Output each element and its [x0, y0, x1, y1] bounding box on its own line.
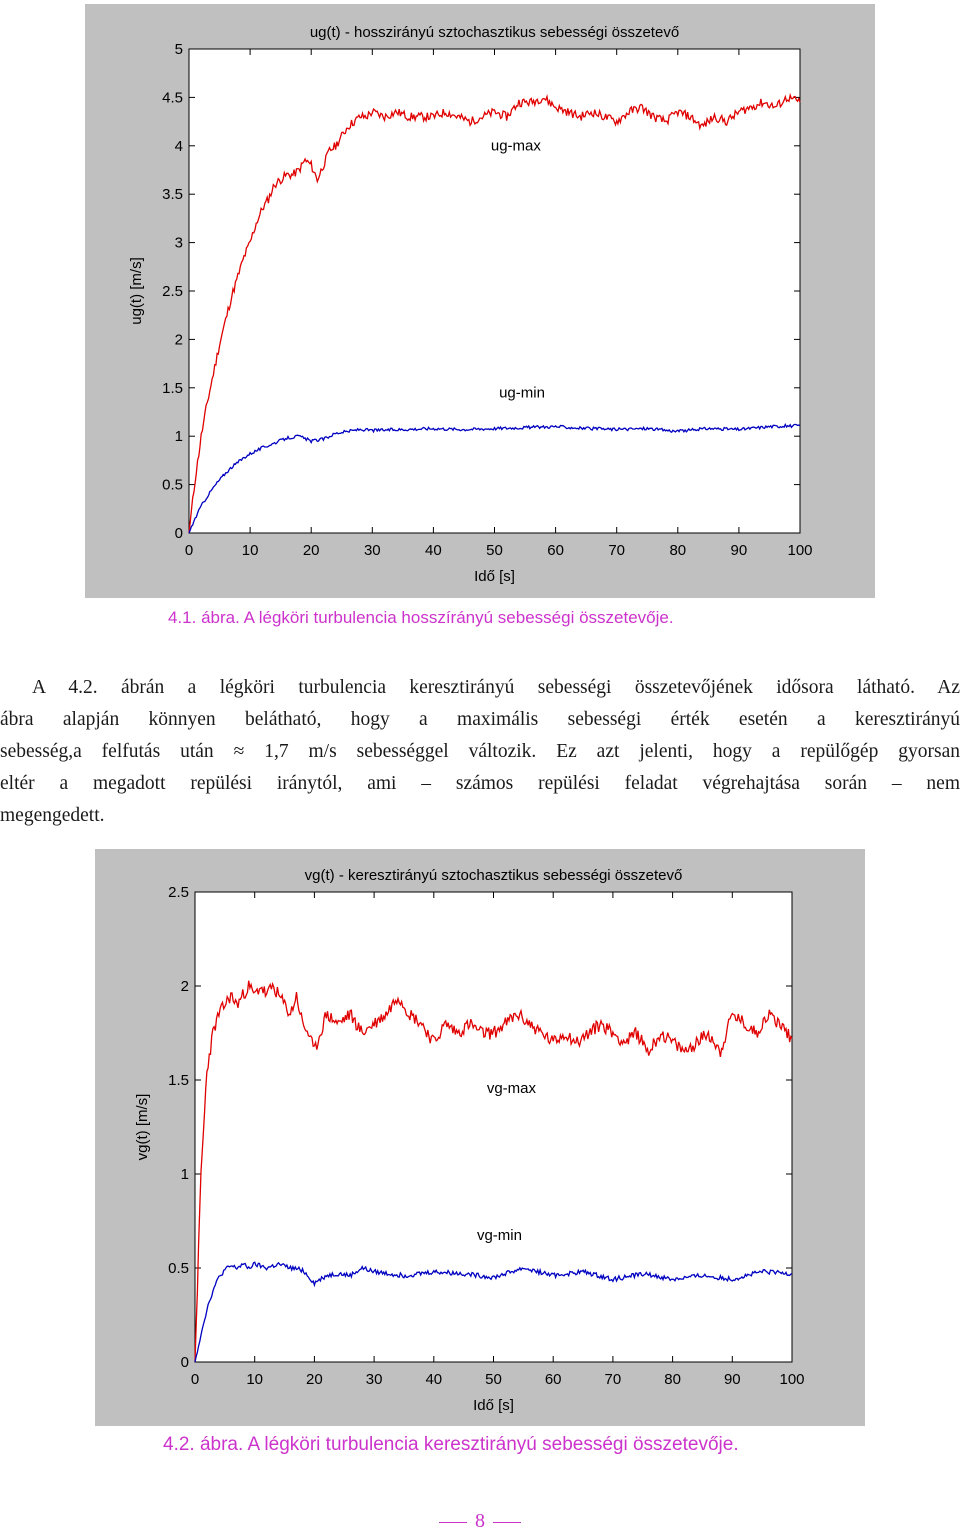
x-tick-label: 50: [485, 1371, 502, 1388]
body-paragraph: [0, 672, 960, 832]
x-axis-label: Idő [s]: [474, 568, 515, 585]
x-tick-label: 40: [425, 542, 442, 559]
y-tick-label: 3.5: [162, 186, 183, 204]
figure-2-caption: 4.2. ábra. A légköri turbulencia keresztirányú sebességi összetevője.: [163, 1434, 739, 1455]
y-tick-label: 1: [180, 1166, 189, 1183]
x-tick-label: 70: [608, 542, 626, 559]
page-number-dash: [493, 1522, 521, 1523]
y-tick-label: 0: [180, 1354, 189, 1371]
x-tick-label: 0: [190, 1371, 200, 1388]
x-tick-label: 100: [787, 542, 813, 559]
x-tick-label: 10: [246, 1371, 264, 1388]
y-tick-label: 2.5: [168, 884, 189, 901]
x-tick-label: 20: [302, 542, 320, 559]
chart-title: ug(t) - hosszirányú sztochasztikus sebességi összetevő: [309, 24, 680, 41]
x-tick-label: 70: [604, 1371, 622, 1388]
y-tick-label: 4.5: [162, 89, 183, 107]
x-tick-label: 20: [306, 1371, 323, 1388]
y-tick-label: 2: [174, 331, 183, 349]
series-label-vg-max: vg-max: [486, 1080, 537, 1098]
figure-1-caption: 4.1. ábra. A légköri turbulencia hosszírányú sebességi összetevője.: [168, 608, 674, 627]
x-tick-label: 100: [779, 1371, 805, 1388]
series-label-ug-min: ug-min: [499, 384, 545, 402]
y-tick-label: 2: [180, 978, 189, 995]
x-axis-label: Idő [s]: [473, 1397, 514, 1414]
series-label-ug-max: ug-max: [490, 137, 541, 155]
x-tick-label: 90: [730, 542, 748, 559]
chart-title: vg(t) - keresztirányú sztochasztikus sebességi összetevő: [304, 867, 683, 884]
x-tick-label: 10: [241, 542, 259, 559]
x-tick-label: 40: [425, 1371, 443, 1388]
y-tick-label: 5: [174, 41, 183, 58]
x-tick-label: 30: [365, 1371, 383, 1388]
plot-area: [195, 892, 792, 1362]
y-tick-label: 1.5: [162, 379, 183, 397]
page-number-value: 8: [475, 1510, 485, 1532]
paragraph-line: A 4.2. ábrán a légköri turbulencia keresztirányú sebességi összetevőjének idősora látható. Az: [32, 677, 960, 698]
x-tick-label: 60: [544, 1371, 562, 1388]
figure-2: [95, 849, 865, 1426]
x-tick-label: 60: [547, 542, 564, 559]
figure-1: [85, 4, 875, 598]
y-tick-label: 0.5: [162, 476, 183, 494]
x-tick-label: 50: [486, 542, 503, 559]
y-tick-label: 2.5: [162, 283, 183, 300]
chart-vg: [95, 849, 865, 1426]
paragraph-line: eltér a megadott repülési iránytól, ami – számos repülési feladat végrehajtása során – nem: [0, 773, 960, 794]
page-number-dash: [439, 1522, 467, 1523]
paragraph-line: sebesség,a felfutás után ≈ 1,7 m/s sebességgel változik. Ez azt jelenti, hogy a repülőgép gyorsan: [0, 741, 960, 762]
y-tick-label: 1.5: [168, 1072, 189, 1089]
y-tick-label: 1: [174, 428, 183, 446]
chart-ug: [85, 4, 875, 598]
y-tick-label: 0: [174, 525, 183, 542]
x-tick-label: 80: [664, 1371, 681, 1388]
series-label-vg-min: vg-min: [476, 1226, 522, 1244]
x-tick-label: 90: [723, 1371, 741, 1388]
paragraph-line: megengedett.: [0, 805, 105, 826]
y-tick-label: 0.5: [168, 1260, 189, 1277]
x-tick-label: 0: [184, 542, 194, 559]
paragraph-line: ábra alapján könnyen belátható, hogy a maximális sebességi érték esetén a keresztirányú: [0, 709, 960, 730]
x-tick-label: 30: [363, 542, 381, 559]
y-tick-label: 4: [174, 137, 183, 155]
y-tick-label: 3: [174, 234, 183, 252]
y-axis-label: vg(t) [m/s]: [134, 1093, 151, 1161]
y-axis-label: ug(t) [m/s]: [128, 257, 145, 325]
x-tick-label: 80: [669, 542, 687, 559]
